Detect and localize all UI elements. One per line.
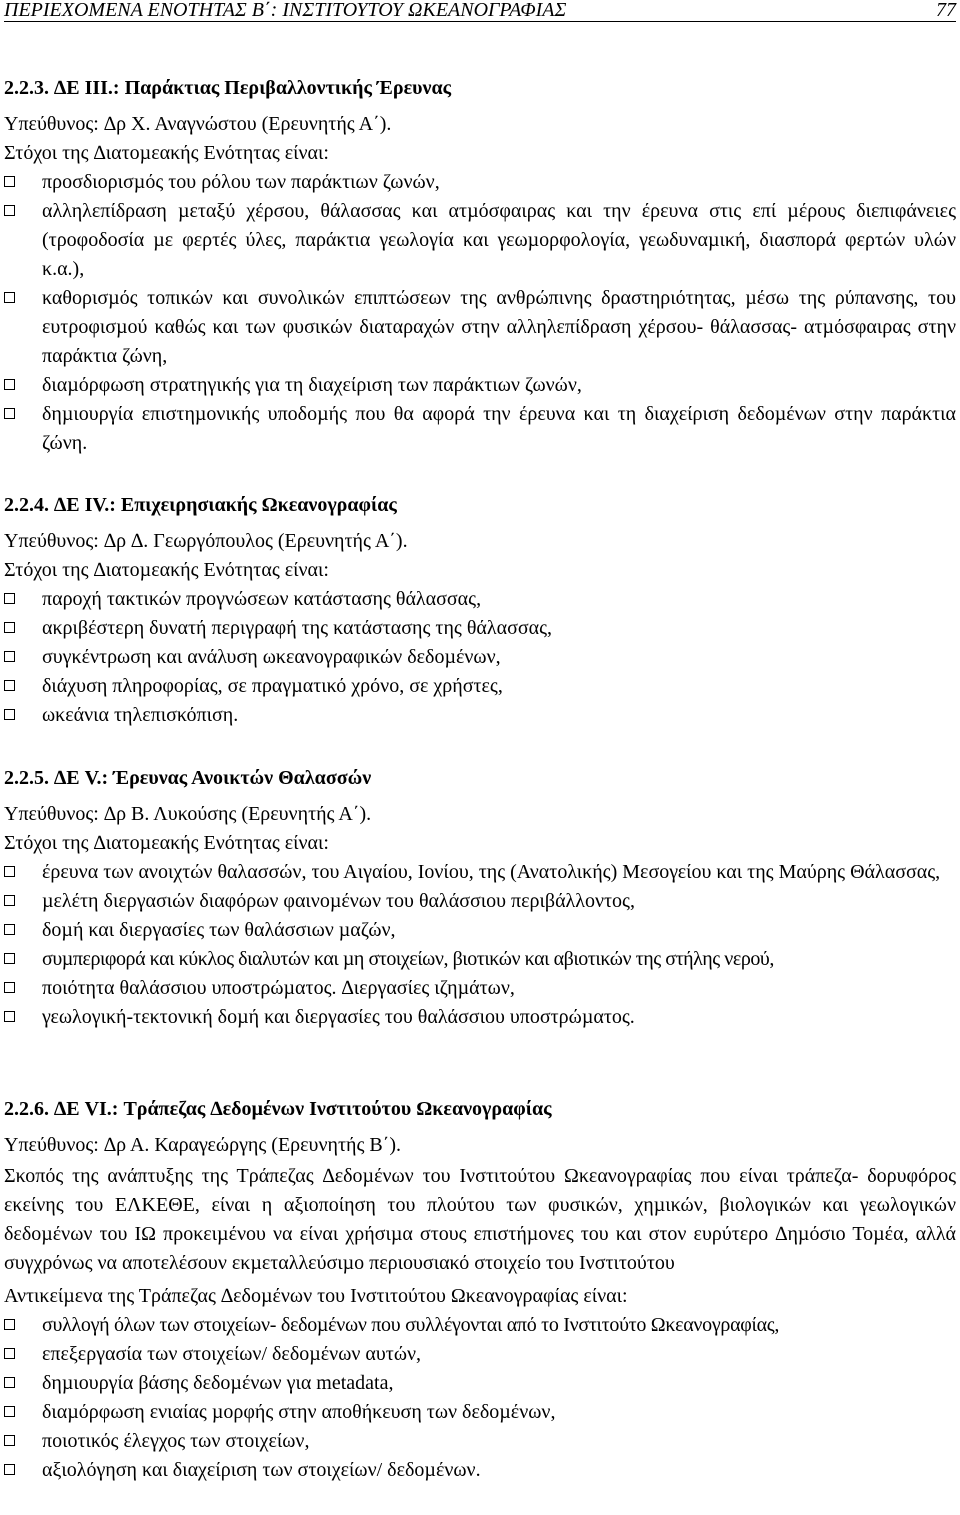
checkbox-bullet-icon xyxy=(4,292,15,303)
list-item xyxy=(4,1398,956,1427)
checkbox-bullet-icon xyxy=(4,1435,15,1446)
page-number: 77 xyxy=(936,0,956,21)
list-item-text: επεξεργασία των στοιχείων/ δεδοµένων αυτών, xyxy=(42,1343,422,1365)
checkbox-bullet-icon xyxy=(4,866,15,877)
list-item xyxy=(4,945,956,974)
purpose-paragraph: Σκοπός της ανάπτυξης της Τράπεζας ∆εδοµένων του Ινστιτούτου Ωκεανογραφίας που είναι τράπεζα- δορυφόρος εκείνης του ΕΛΚΕΘΕ, είναι η αξιοποίηση του πλούτου των φυσικών, χηµικών, βιολογικών και γεωλογικών δεδοµένων του ΙΩ προκειµένου να είναι χρήσιµα στους επιστήµονες του και στον ευρύτερο ∆ηµόσιο Τοµέα, αλλά συγχρόνως να αποτελέσουν εκµεταλλεύσιµο περιουσιακό στοιχείο του Ινστιτούτου xyxy=(4,1165,956,1274)
list-item xyxy=(4,916,956,945)
list-item xyxy=(4,614,956,643)
list-item xyxy=(4,672,956,701)
checkbox-bullet-icon xyxy=(4,895,15,906)
running-header-title: ΠΕΡΙΕΧΟΜΕΝΑ ΕΝΟΤΗΤΑΣ Β΄: ΙΝΣΤΙΤΟΥΤΟΥ ΩΚΕΑΝΟΓΡΑΦΙΑΣ xyxy=(4,0,567,21)
list-item xyxy=(4,168,956,197)
list-item xyxy=(4,887,956,916)
responsible-line: Υπεύθυνος: ∆ρ Χ. Αναγνώστου (Ερευνητής Α΄). xyxy=(4,113,392,135)
list-item xyxy=(4,585,956,614)
section-2-2-4 xyxy=(4,490,956,730)
list-item-text: αλληλεπίδραση µεταξύ χέρσου, θάλασσας και ατµόσφαιρας και την έρευνα στις επί µέρους διεπιφάνειες (τροφοδοσία µε φερτές ύλες, παράκτια γεωλογία και γεωµορφολογία, γεωδυναµική, διασπορά φερτών υλών κ.α.), xyxy=(42,200,956,280)
responsible-line: Υπεύθυνος: ∆ρ ∆. Γεωργόπουλος (Ερευνητής Α΄). xyxy=(4,530,408,552)
section-2-2-5 xyxy=(4,763,956,1032)
list-item-text: αξιολόγηση και διαχείριση των στοιχείων/ δεδοµένων. xyxy=(42,1459,481,1481)
checkbox-bullet-icon xyxy=(4,176,15,187)
list-item xyxy=(4,858,956,887)
list-item xyxy=(4,701,956,730)
list-item-text: ακριβέστερη δυνατή περιγραφή της κατάστασης της θάλασσας, xyxy=(42,617,553,639)
list-item xyxy=(4,974,956,1003)
list-item xyxy=(4,1427,956,1456)
list-item xyxy=(4,284,956,371)
section-2-2-6 xyxy=(4,1094,956,1485)
list-item xyxy=(4,400,956,458)
list-item-text: διάχυση πληροφορίας, σε πραγµατικό χρόνο, σε χρήστες, xyxy=(42,675,503,697)
list-item-text: συγκέντρωση και ανάλυση ωκεανογραφικών δεδοµένων, xyxy=(42,646,501,668)
checkbox-bullet-icon xyxy=(4,680,15,691)
section-heading: 2.2.6. ∆Ε VI.: Τράπεζας ∆εδοµένων Ινστιτούτου Ωκεανογραφίας xyxy=(4,1098,552,1120)
list-item-text: προσδιορισµός του ρόλου των παράκτιων ζωνών, xyxy=(42,171,440,193)
responsible-line: Υπεύθυνος: ∆ρ Β. Λυκούσης (Ερευνητής Α΄). xyxy=(4,803,372,825)
checkbox-bullet-icon xyxy=(4,1319,15,1330)
list-item-text: δηµιουργία επιστηµονικής υποδοµής που θα αφορά την έρευνα και τη διαχείριση δεδοµένων στην παράκτια ζώνη. xyxy=(42,403,956,454)
checkbox-bullet-icon xyxy=(4,1011,15,1022)
checkbox-bullet-icon xyxy=(4,1406,15,1417)
list-item-text: συλλογή όλων των στοιχείων- δεδοµένων που συλλέγονται από το Ινστιτούτο Ωκεανογραφίας, xyxy=(42,1314,780,1336)
list-item-text: έρευνα των ανοιχτών θαλασσών, του Αιγαίου, Ιονίου, της (Ανατολικής) Μεσογείου και της Μαύρης Θάλασσας, xyxy=(42,861,941,883)
list-item xyxy=(4,1003,956,1032)
goals-intro: Στόχοι της ∆ιατοµεακής Ενότητας είναι: xyxy=(4,559,329,581)
list-item xyxy=(4,1456,956,1485)
checkbox-bullet-icon xyxy=(4,379,15,390)
list-item xyxy=(4,1340,956,1369)
list-item-text: γεωλογική-τεκτονική δοµή και διεργασίες του θαλάσσιου υποστρώµατος. xyxy=(42,1006,635,1028)
list-item xyxy=(4,371,956,400)
list-item-text: µελέτη διεργασιών διαφόρων φαινοµένων του θαλάσσιου περιβάλλοντος, xyxy=(42,890,635,912)
checkbox-bullet-icon xyxy=(4,924,15,935)
checkbox-bullet-icon xyxy=(4,1348,15,1359)
list-item-text: δηµιουργία βάσης δεδοµένων για metadata, xyxy=(42,1372,394,1394)
list-item xyxy=(4,1311,956,1340)
list-item-text: διαµόρφωση ενιαίας µορφής στην αποθήκευση των δεδοµένων, xyxy=(42,1401,556,1423)
list-item-text: παροχή τακτικών προγνώσεων κατάστασης θάλασσας, xyxy=(42,588,482,610)
checkbox-bullet-icon xyxy=(4,651,15,662)
checkbox-bullet-icon xyxy=(4,982,15,993)
list-item-text: συµπεριφορά και κύκλος διαλυτών και µη στοιχείων, βιοτικών και αβιοτικών της στήλης νερού, xyxy=(42,948,774,970)
checkbox-bullet-icon xyxy=(4,953,15,964)
list-item xyxy=(4,643,956,672)
checkbox-bullet-icon xyxy=(4,205,15,216)
responsible-line: Υπεύθυνος: ∆ρ Α. Καραγεώργης (Ερευνητής Β΄). xyxy=(4,1134,402,1156)
section-2-2-3 xyxy=(4,73,956,458)
checkbox-bullet-icon xyxy=(4,622,15,633)
section-heading: 2.2.5. ∆Ε V.: Έρευνας Ανοικτών Θαλασσών xyxy=(4,767,372,789)
checkbox-bullet-icon xyxy=(4,1377,15,1388)
goals-intro: Στόχοι της ∆ιατοµεακής Ενότητας είναι: xyxy=(4,832,329,854)
checkbox-bullet-icon xyxy=(4,1464,15,1475)
checkbox-bullet-icon xyxy=(4,408,15,419)
section-heading: 2.2.4. ∆Ε ΙV.: Επιχειρησιακής Ωκεανογραφίας xyxy=(4,494,397,516)
list-item-text: ωκεάνια τηλεπισκόπιση. xyxy=(42,704,239,726)
section-heading: 2.2.3. ∆Ε ΙΙΙ.: Παράκτιας Περιβαλλοντικής Έρευνας xyxy=(4,77,452,99)
goals-intro: Στόχοι της ∆ιατοµεακής Ενότητας είναι: xyxy=(4,142,329,164)
checkbox-bullet-icon xyxy=(4,709,15,720)
list-item-text: καθορισµός τοπικών και συνολικών επιπτώσεων της ανθρώπινης δραστηριότητας, µέσω της ρύπανσης, του ευτροφισµού καθώς και των φυσικών διαταραχών στην αλληλεπίδραση χέρσου- θάλασσας- ατµόσφαιρας στην παράκτια ζώνη, xyxy=(42,287,956,367)
running-header xyxy=(4,0,956,20)
checkbox-bullet-icon xyxy=(4,593,15,604)
list-item-text: ποιότητα θαλάσσιου υποστρώµατος. ∆ιεργασίες ιζηµάτων, xyxy=(42,977,515,999)
list-item-text: δοµή και διεργασίες των θαλάσσιων µαζών, xyxy=(42,919,396,941)
objects-intro: Αντικείµενα της Τράπεζας ∆εδοµένων του Ινστιτούτου Ωκεανογραφίας είναι: xyxy=(4,1285,628,1307)
list-item-text: διαµόρφωση στρατηγικής για τη διαχείριση των παράκτιων ζωνών, xyxy=(42,374,582,396)
list-item xyxy=(4,1369,956,1398)
list-item-text: ποιοτικός έλεγχος των στοιχείων, xyxy=(42,1430,310,1452)
header-rule xyxy=(4,21,956,22)
list-item xyxy=(4,197,956,284)
